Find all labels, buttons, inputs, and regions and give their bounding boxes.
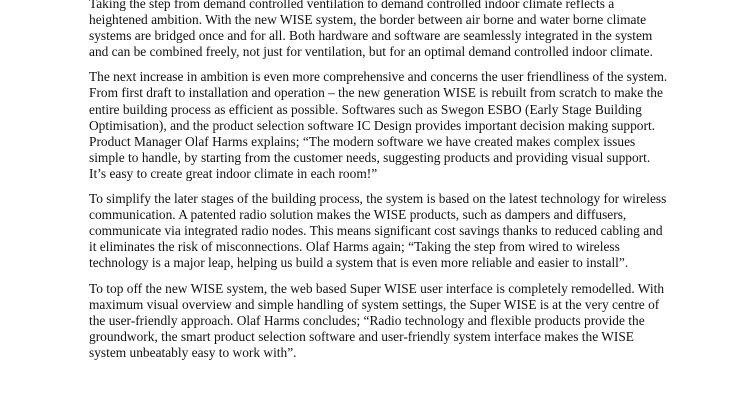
- document-body: [89, 0, 669, 370]
- paragraph-ambition: Taking the step from demand controlled ventilation to demand controlled indoor climate reflects a heightened ambition. With the new WISE system, the border between air borne and water borne climate systems are bridged once and for all. Both hardware and software are seamlessly integrated in the system and can be combined freely, not just for ventilation, but for an optimal demand controlled indoor climate.: [89, 0, 653, 60]
- paragraph-wireless: To simplify the later stages of the building process, the system is based on the latest technology for wireless communication. A patented radio solution makes the WISE products, such as dampers and diffusers, communicate via integrated radio nodes. This means significant cost savings thanks to reduced cabling and it eliminates the risk of misconnections. Olaf Harms again; “Taking the step from wired to wireless technology is a major leap, helping us build a system that is even more reliable and easier to install”.: [89, 191, 667, 271]
- paragraph-user-friendliness: The next increase in ambition is even more comprehensive and concerns the user friendliness of the system. From first draft to installation and operation – the new generation WISE is rebuilt from scratch to make the entire building process as efficient as possible. Softwares such as Swegon ESBO (Early Stage Building Optimisation), and the product selection software IC Design provides important decision making support. Product Manager Olaf Harms explains; “The modern software we have created makes complex issues simple to handle, by starting from the customer needs, suggesting products and providing visual support. It’s easy to create great indoor climate in each room!”: [89, 69, 668, 181]
- paragraph-super-wise: To top off the new WISE system, the web based Super WISE user interface is completely remodelled. With maximum visual overview and simple handling of system settings, the Super WISE is at the very centre of the user-friendly approach. Olaf Harms concludes; “Radio technology and flexible products provide the groundwork, the smart product selection software and user-friendly system interface makes the WISE system unbeatably easy to work with”.: [89, 280, 665, 360]
